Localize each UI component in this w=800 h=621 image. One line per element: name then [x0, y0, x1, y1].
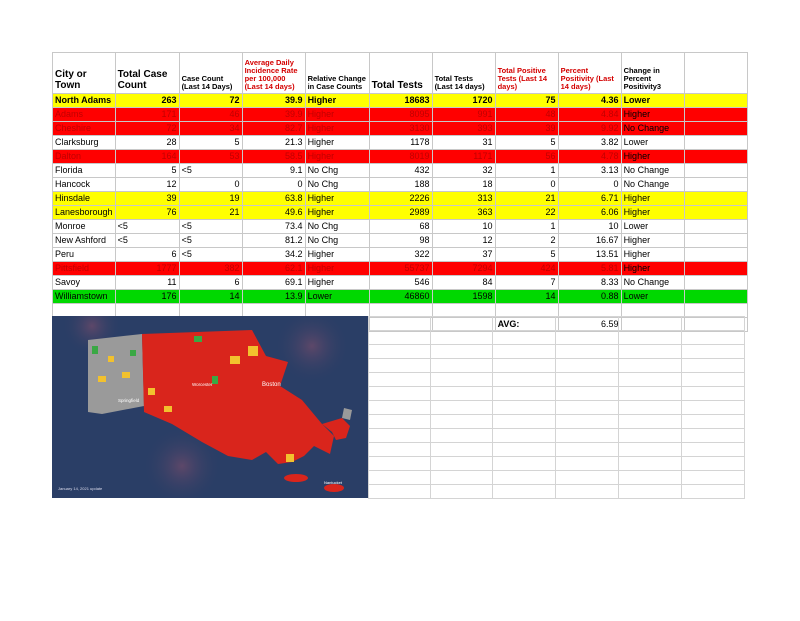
cell-avg-rate: 58.5 — [242, 150, 305, 164]
cell-total-case: 39 — [115, 192, 179, 206]
cell-avg-rate: 63.8 — [242, 192, 305, 206]
cell-relative-change: No Chg — [305, 234, 369, 248]
cell-positive-14: 21 — [495, 192, 558, 206]
cell-total-case: 171 — [115, 108, 179, 122]
cell-tests-14: 393 — [432, 122, 495, 136]
cell-avg-rate: 49.6 — [242, 206, 305, 220]
header-row — [53, 53, 748, 94]
cell-relative-change: No Chg — [305, 164, 369, 178]
cell-percent-positivity: 4.78 — [558, 150, 621, 164]
spreadsheet — [52, 52, 748, 332]
header-total-case: Total Case Count — [115, 53, 179, 94]
cell-change-positivity: Lower — [621, 290, 684, 304]
cell-town: Williamstown — [53, 290, 116, 304]
cell-case-14: <5 — [179, 164, 242, 178]
cell-town: Savoy — [53, 276, 116, 290]
cell-relative-change: Lower — [305, 290, 369, 304]
cell-relative-change: Higher — [305, 276, 369, 290]
massachusetts-covid-map — [52, 316, 368, 498]
table-row — [53, 164, 748, 178]
cell-relative-change: Higher — [305, 262, 369, 276]
region-nantucket — [324, 484, 344, 492]
cell-positive-14: 56 — [495, 150, 558, 164]
cell-percent-positivity: 0.88 — [558, 290, 621, 304]
header-relative-change: Relative Change in Case Counts — [305, 53, 369, 94]
cell-percent-positivity: 10 — [558, 220, 621, 234]
cell-total-tests: 55737 — [369, 262, 432, 276]
cell-case-14: 21 — [179, 206, 242, 220]
cell-total-case: 6 — [115, 248, 179, 262]
cell-change-positivity: Lower — [621, 136, 684, 150]
cell-positive-14: 1 — [495, 220, 558, 234]
cell-positive-14: 0 — [495, 178, 558, 192]
cell-change-positivity: Higher — [621, 108, 684, 122]
cell-case-14: <5 — [179, 220, 242, 234]
cell-percent-positivity: 16.67 — [558, 234, 621, 248]
cell-percent-positivity: 0 — [558, 178, 621, 192]
cell-total-tests: 2226 — [369, 192, 432, 206]
cell-town: Lanesborough — [53, 206, 116, 220]
cell-relative-change: Higher — [305, 136, 369, 150]
cell-percent-positivity: 6.06 — [558, 206, 621, 220]
cell-total-case: <5 — [115, 220, 179, 234]
region-marthas-vineyard — [284, 474, 308, 482]
cell-avg-rate: 0 — [242, 178, 305, 192]
cell-total-tests: 46860 — [369, 290, 432, 304]
cell-relative-change: No Chg — [305, 178, 369, 192]
cell-percent-positivity: 3.82 — [558, 136, 621, 150]
table-row — [53, 94, 748, 108]
header-positive-14: Total Positive Tests (Last 14 days) — [495, 53, 558, 94]
cell-town: Pittsfield — [53, 262, 116, 276]
cell-tests-14: 10 — [432, 220, 495, 234]
cell-positive-14: 7 — [495, 276, 558, 290]
cell-total-case: 1777 — [115, 262, 179, 276]
cell-percent-positivity: 8.33 — [558, 276, 621, 290]
cell-total-case: <5 — [115, 234, 179, 248]
cell-tests-14: 1720 — [432, 94, 495, 108]
cell-town: Clarksburg — [53, 136, 116, 150]
cell-case-14: 34 — [179, 122, 242, 136]
cell-avg-rate: 82.7 — [242, 122, 305, 136]
cell-positive-14: 1 — [495, 164, 558, 178]
cell-tests-14: 18 — [432, 178, 495, 192]
empty-grid-area — [368, 316, 745, 499]
cell-total-case: 28 — [115, 136, 179, 150]
cell-relative-change: No Chg — [305, 220, 369, 234]
cell-total-case: 5 — [115, 164, 179, 178]
cell-case-14: 6 — [179, 276, 242, 290]
table-row — [53, 248, 748, 262]
cell-positive-14: 39 — [495, 122, 558, 136]
cell-total-tests: 1178 — [369, 136, 432, 150]
cell-town: Dalton — [53, 150, 116, 164]
map-label-worcester: Worcester — [192, 382, 213, 387]
cell-percent-positivity: 5.81 — [558, 262, 621, 276]
cell-total-case: 263 — [115, 94, 179, 108]
cell-positive-14: 22 — [495, 206, 558, 220]
cell-change-positivity: Higher — [621, 248, 684, 262]
header-tests-14: Total Tests (Last 14 days) — [432, 53, 495, 94]
cell-total-tests: 18683 — [369, 94, 432, 108]
header-total-tests: Total Tests — [369, 53, 432, 94]
cell-avg-rate: 73.4 — [242, 220, 305, 234]
cell-change-positivity: No Change — [621, 122, 684, 136]
cell-total-tests: 98 — [369, 234, 432, 248]
table-row — [53, 150, 748, 164]
cell-case-14: 53 — [179, 150, 242, 164]
cell-avg-rate: 21.3 — [242, 136, 305, 150]
table-row — [53, 290, 748, 304]
cell-case-14: 19 — [179, 192, 242, 206]
avg-label: AVG: — [495, 318, 558, 332]
cell-positive-14: 75 — [495, 94, 558, 108]
cell-total-case: 12 — [115, 178, 179, 192]
map-label-boston: Boston — [262, 382, 281, 388]
cell-total-tests: 188 — [369, 178, 432, 192]
map-label-springfield: Springfield — [118, 398, 140, 403]
cell-change-positivity: Higher — [621, 262, 684, 276]
cell-relative-change: Higher — [305, 150, 369, 164]
cell-case-14: 14 — [179, 290, 242, 304]
cell-tests-14: 32 — [432, 164, 495, 178]
table-row — [53, 192, 748, 206]
header-case-14: Case Count (Last 14 Days) — [179, 53, 242, 94]
cell-total-tests: 3130 — [369, 122, 432, 136]
cell-case-14: 0 — [179, 178, 242, 192]
cell-change-positivity: Lower — [621, 220, 684, 234]
table-row — [53, 206, 748, 220]
cell-avg-rate: 39.9 — [242, 94, 305, 108]
cell-total-tests: 8095 — [369, 108, 432, 122]
map-date-caption: January 14, 2021 update — [58, 486, 103, 491]
map-label-nantucket: Nantucket — [324, 480, 343, 485]
table-row — [53, 122, 748, 136]
cell-change-positivity: Lower — [621, 94, 684, 108]
cell-relative-change: Higher — [305, 94, 369, 108]
cell-case-14: 72 — [179, 94, 242, 108]
cell-total-case: 76 — [115, 206, 179, 220]
cell-total-tests: 8019 — [369, 150, 432, 164]
cell-town: Hancock — [53, 178, 116, 192]
map-graphic — [52, 316, 368, 498]
cell-avg-rate: 13.9 — [242, 290, 305, 304]
cell-town: New Ashford — [53, 234, 116, 248]
cell-change-positivity: Higher — [621, 192, 684, 206]
table-row — [53, 276, 748, 290]
table-row — [53, 108, 748, 122]
cell-change-positivity: No Change — [621, 164, 684, 178]
cell-town: Peru — [53, 248, 116, 262]
cell-tests-14: 12 — [432, 234, 495, 248]
header-percent-positivity: Percent Positivity (Last 14 days) — [558, 53, 621, 94]
cell-percent-positivity: 6.71 — [558, 192, 621, 206]
cell-town: Adams — [53, 108, 116, 122]
cell-avg-rate: 62.1 — [242, 262, 305, 276]
cell-positive-14: 5 — [495, 248, 558, 262]
cell-percent-positivity: 4.84 — [558, 108, 621, 122]
cell-positive-14: 5 — [495, 136, 558, 150]
cell-change-positivity: No Change — [621, 178, 684, 192]
cell-total-tests: 322 — [369, 248, 432, 262]
cell-total-tests: 432 — [369, 164, 432, 178]
cell-percent-positivity: 4.36 — [558, 94, 621, 108]
cell-case-14: 46 — [179, 108, 242, 122]
cell-percent-positivity: 3.13 — [558, 164, 621, 178]
cell-change-positivity: Higher — [621, 234, 684, 248]
cell-total-tests: 546 — [369, 276, 432, 290]
cell-tests-14: 37 — [432, 248, 495, 262]
cell-avg-rate: 39.9 — [242, 108, 305, 122]
cell-tests-14: 84 — [432, 276, 495, 290]
cell-total-case: 176 — [115, 290, 179, 304]
cell-avg-rate: 81.2 — [242, 234, 305, 248]
cell-positive-14: 424 — [495, 262, 558, 276]
table-row — [53, 220, 748, 234]
cell-positive-14: 2 — [495, 234, 558, 248]
cell-total-tests: 68 — [369, 220, 432, 234]
cell-town: North Adams — [53, 94, 116, 108]
cell-positive-14: 48 — [495, 108, 558, 122]
cell-tests-14: 313 — [432, 192, 495, 206]
cell-percent-positivity: 13.51 — [558, 248, 621, 262]
cell-town: Florida — [53, 164, 116, 178]
cell-total-case: 11 — [115, 276, 179, 290]
table-row — [53, 234, 748, 248]
cell-avg-rate: 34.2 — [242, 248, 305, 262]
cell-change-positivity: No Change — [621, 276, 684, 290]
cell-tests-14: 7294 — [432, 262, 495, 276]
cell-case-14: <5 — [179, 248, 242, 262]
cell-tests-14: 1598 — [432, 290, 495, 304]
cell-town: Monroe — [53, 220, 116, 234]
table-row — [53, 178, 748, 192]
table-row — [53, 136, 748, 150]
cell-change-positivity: Higher — [621, 206, 684, 220]
cell-total-case: 72 — [115, 122, 179, 136]
cell-case-14: <5 — [179, 234, 242, 248]
cell-town: Hinsdale — [53, 192, 116, 206]
cell-positive-14: 14 — [495, 290, 558, 304]
cell-avg-rate: 69.1 — [242, 276, 305, 290]
cell-avg-rate: 9.1 — [242, 164, 305, 178]
cell-relative-change: Higher — [305, 122, 369, 136]
cell-case-14: 382 — [179, 262, 242, 276]
cell-tests-14: 363 — [432, 206, 495, 220]
cell-town: Cheshire — [53, 122, 116, 136]
empty-cell — [684, 53, 747, 94]
cell-change-positivity: Higher — [621, 150, 684, 164]
table-row — [53, 262, 748, 276]
cell-relative-change: Higher — [305, 192, 369, 206]
cell-percent-positivity: 9.92 — [558, 122, 621, 136]
covid-data-table — [52, 52, 748, 332]
cell-tests-14: 1171 — [432, 150, 495, 164]
cell-relative-change: Higher — [305, 108, 369, 122]
cell-relative-change: Higher — [305, 206, 369, 220]
avg-value: 6.59 — [558, 318, 621, 332]
header-avg-daily: Average Daily Incidence Rate per 100,000 (Last 14 days) — [242, 53, 305, 94]
header-town: City or Town — [53, 53, 116, 94]
cell-total-case: 164 — [115, 150, 179, 164]
header-change-positivity: Change in Percent Positivity3 — [621, 53, 684, 94]
cell-relative-change: Higher — [305, 248, 369, 262]
cell-total-tests: 2989 — [369, 206, 432, 220]
cell-tests-14: 31 — [432, 136, 495, 150]
cell-case-14: 5 — [179, 136, 242, 150]
cell-tests-14: 991 — [432, 108, 495, 122]
